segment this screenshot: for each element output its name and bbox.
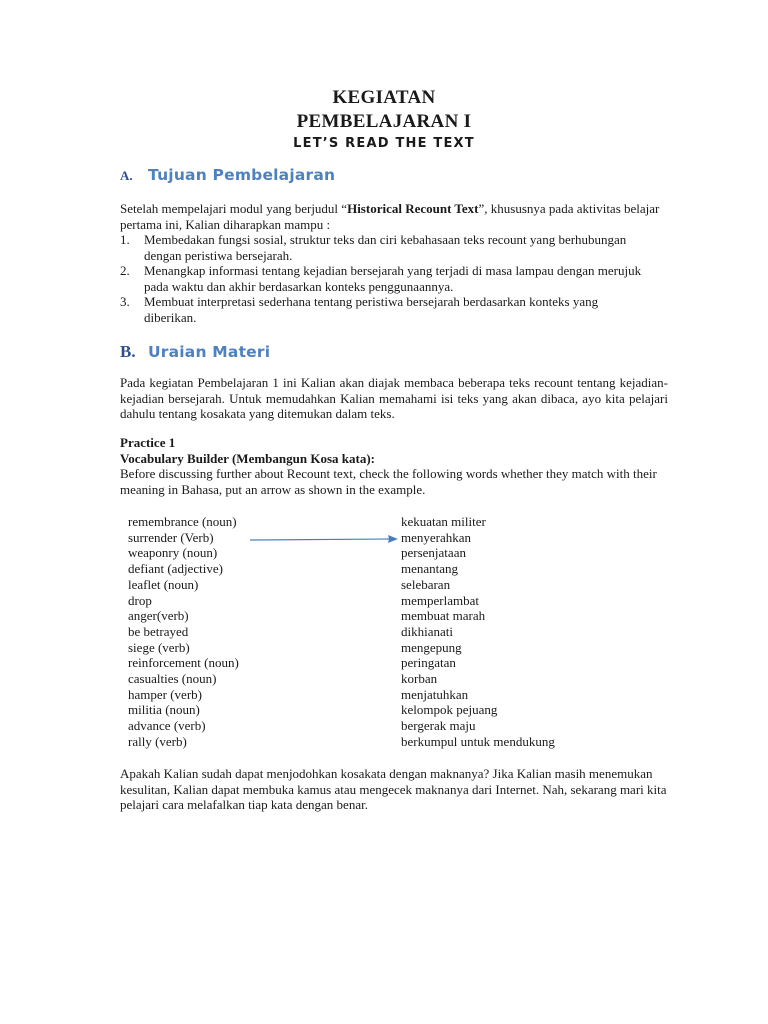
vocab-row [128,702,588,718]
vocab-english: drop [128,592,152,608]
subtitle: LET’S READ THE TEXT [293,136,475,151]
vocab-indonesian: menjatuhkan [401,686,469,702]
vocab-indonesian: mengepung [401,639,462,655]
goal-number: 1. [120,232,130,247]
goal-text: Menangkap informasi tentang kejadian bersejarah yang terjadi di masa lampau dengan merujuk pada waktu dan akhir berdasarkan konteks penggunaannya. [144,263,642,294]
vocab-indonesian: menyerahkan [401,529,472,545]
vocab-english: remembrance (noun) [128,514,237,529]
goals-list [120,232,648,325]
vocab-indonesian: berkumpul untuk mendukung [401,733,555,749]
vocab-row [128,734,588,750]
vocab-row [128,655,588,671]
goal-number: 2. [120,263,130,278]
vocab-english: surrender (Verb) [128,529,214,545]
vocab-indonesian: persenjataan [401,545,466,561]
vocab-indonesian: memperlambat [401,592,479,608]
title-block [0,86,768,153]
vocab-english: weaponry (noun) [128,545,218,561]
goal-item [120,232,648,263]
example-arrow-icon [248,532,400,546]
goal-item [120,263,648,294]
vocab-indonesian: kelompok pejuang [401,702,498,718]
vocab-indonesian: selebaran [401,576,451,592]
vocab-indonesian: membuat marah [401,608,486,624]
vocab-row [128,624,588,640]
vocab-indonesian: peringatan [401,655,456,671]
goal-number: 3. [120,294,130,309]
section-b-heading [120,342,270,362]
vocab-row [128,640,588,656]
section-b-letter: B. [120,342,136,361]
vocab-english: rally (verb) [128,733,187,749]
title-line-1: KEGIATAN [332,87,436,108]
vocab-row [128,671,588,687]
intro-post: ”, khususnya pada aktivitas belajar pertama ini, Kalian diharapkan mampu : [120,201,660,232]
vocab-row [128,718,588,734]
goal-item [120,294,648,325]
vocab-english: defiant (adjective) [128,561,223,577]
vocab-english: advance (verb) [128,718,206,734]
practice-title: Practice 1 [120,435,176,450]
section-b-title: Uraian Materi [148,343,271,361]
vocab-english: anger(verb) [128,608,189,624]
vocab-english: reinforcement (noun) [128,655,239,671]
vocab-row [128,514,588,530]
vocab-indonesian: dikhianati [401,623,453,639]
vocab-english: casualties (noun) [128,671,217,687]
intro-pre: Setelah mempelajari modul yang berjudul “ [120,201,348,216]
vocab-indonesian: korban [401,671,438,687]
vocab-indonesian: kekuatan militer [401,514,486,529]
practice-instruction: Before discussing further about Recount text, check the following words whether they match with their meaning in Bahasa, put an arrow as shown in the example. [120,466,657,497]
intro-bold: Historical Recount Text [347,201,479,216]
vocab-row [128,593,588,609]
vocabulary-table [128,514,588,750]
vocab-row [128,561,588,577]
vocab-english: siege (verb) [128,639,190,655]
goal-text: Membuat interpretasi sederhana tentang peristiwa bersejarah berdasarkan konteks yang diberikan. [144,294,599,325]
practice-subtitle: Vocabulary Builder (Membangun Kosa kata): [120,450,375,466]
vocab-row [128,608,588,624]
section-a-title: Tujuan Pembelajaran [148,166,336,184]
section-a-intro [120,201,668,232]
title-line-2: PEMBELAJARAN I [296,111,472,132]
section-b-intro: Pada kegiatan Pembelajaran 1 ini Kalian akan diajak membaca beberapa teks recount tentang kejadian-kejadian bersejarah. Untuk memudahkan Kalian memahami isi teks yang akan dibaca, ayo kita pelajari dahulu tentang kosakata yang ditemukan dalam teks. [120,375,668,421]
vocab-english: hamper (verb) [128,686,202,702]
vocab-row [128,687,588,703]
practice-block [120,435,668,497]
vocab-english: militia (noun) [128,702,200,718]
vocab-english: be betrayed [128,623,189,639]
closing-paragraph: Apakah Kalian sudah dapat menjodohkan kosakata dengan maknanya? Jika Kalian masih menemukan kesulitan, Kalian dapat membuka kamus atau mengecek maknanya dari Internet. Nah, sekarang mari kita pelajari cara melafalkan tiap kata dengan benar. [120,766,667,812]
vocab-row [128,545,588,561]
vocab-indonesian: bergerak maju [401,718,476,734]
section-a-heading [120,166,335,184]
section-a-letter: A. [120,168,133,183]
vocab-row [128,577,588,593]
goal-text: Membedakan fungsi sosial, struktur teks dan ciri kebahasaan teks recount yang berhubungan dengan peristiwa bersejarah. [144,232,627,263]
vocab-indonesian: menantang [401,561,459,577]
vocab-english: leaflet (noun) [128,576,199,592]
